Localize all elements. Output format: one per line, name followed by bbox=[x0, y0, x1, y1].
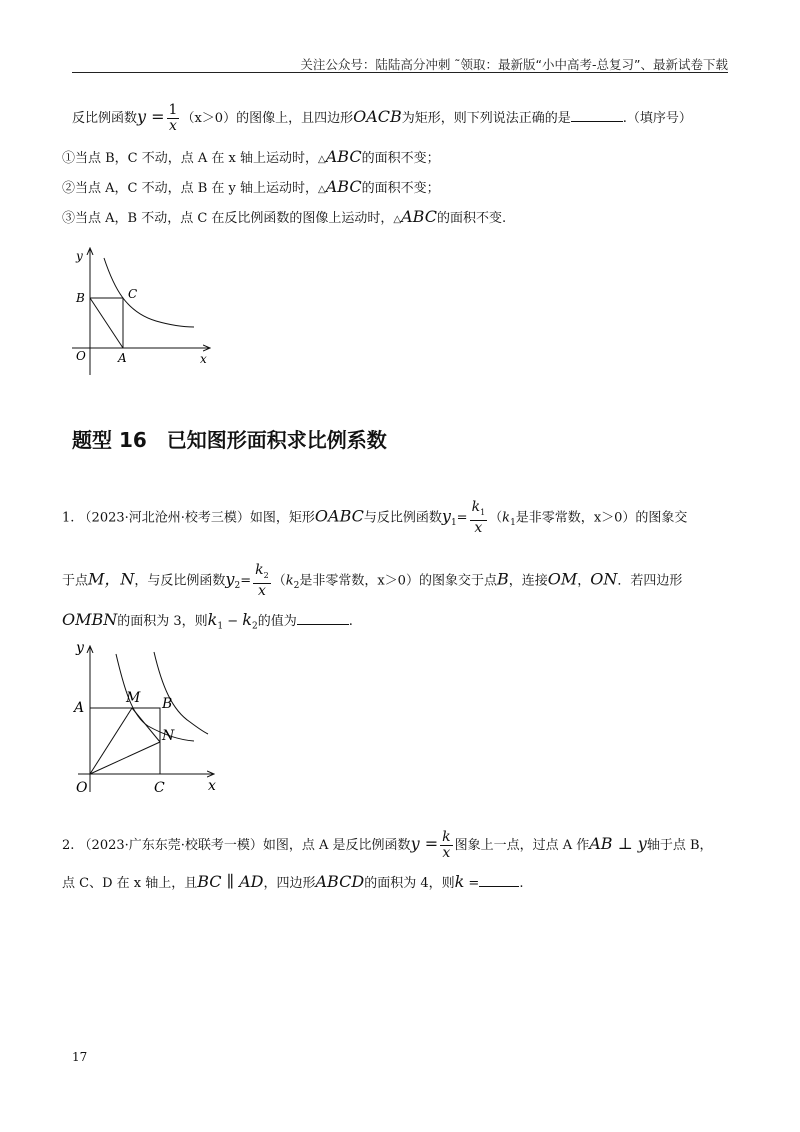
segment-mn bbox=[132, 708, 160, 742]
hyperbola-curve bbox=[104, 258, 194, 327]
prev-statement-1: ①当点 B，C 不动，点 A 在 x 轴上运动时，△ABC的面积不变； bbox=[62, 147, 440, 166]
q1-number: 1. bbox=[62, 510, 75, 526]
q1-line1: 1. （2023·河北沧州·校考三模）如图，矩形OABC与反比例函数$y_1=$ $\frac{k_1}{x}$ （$k_1$是非零常数，x＞0）的图象交 bbox=[62, 499, 688, 536]
label-b: B bbox=[76, 291, 85, 305]
prev-quad-name: OACB bbox=[353, 107, 402, 126]
segment-ba bbox=[90, 298, 123, 348]
label-o: O bbox=[76, 349, 86, 363]
q1-line3: OMBN的面积为 3，则$k_1 - k_2$的值为 . bbox=[62, 610, 353, 632]
prev-statement-3: ③当点 A，B 不动，点 C 在反比例函数的图像上运动时，△ABC的面积不变. bbox=[62, 207, 507, 226]
q2-fraction: $\frac{k}{x}$ bbox=[442, 829, 451, 861]
q2-line1: 2. （2023·广东东莞·校联考一模）如图，点 A 是反比例函数y = $\frac{k}{x}$ 图象上一点，过点 A 作AB ⊥ y轴于点 B， bbox=[62, 829, 713, 861]
prev-answer-blank[interactable] bbox=[571, 121, 623, 122]
q1-fraction-k1: $\frac{k_1}{x}$ bbox=[471, 499, 486, 536]
q2-source: （2023·广东东莞·校联考一模）如图，点 A 是反比例函数 bbox=[78, 838, 411, 853]
prev-intro-b: 为矩形，则下列说法正确的是 bbox=[401, 111, 571, 126]
prev-problem-figure bbox=[62, 240, 222, 380]
prev-condition: （x＞0）的图像上，且四边形 bbox=[181, 111, 354, 126]
hyperbola-k2 bbox=[154, 652, 208, 734]
label-x: x bbox=[200, 352, 207, 366]
label-c: C bbox=[128, 287, 138, 301]
label-m: M bbox=[126, 690, 141, 706]
q2-line2: 点 C、D 在 x 轴上，且BC ∥ AD，四边形ABCD的面积为 4，则k = . bbox=[62, 872, 524, 891]
prev-statement-2: ②当点 A，C 不动，点 B 在 y 轴上运动时，△ABC的面积不变； bbox=[62, 177, 440, 196]
prev-fill-hint: .（填序号） bbox=[622, 111, 692, 126]
q1-figure bbox=[62, 632, 232, 802]
label-n: N bbox=[162, 728, 175, 744]
label-a: A bbox=[118, 351, 127, 365]
prev-func-lhs: y = bbox=[137, 107, 165, 126]
label-b: B bbox=[162, 696, 173, 712]
q1-answer-blank[interactable] bbox=[297, 624, 349, 625]
q1-source: （2023·河北沧州·校考三模）如图，矩形 bbox=[78, 510, 315, 526]
label-a: A bbox=[74, 700, 85, 716]
q1-fraction-k2: $\frac{k_2}{x}$ bbox=[255, 562, 269, 599]
section-title: 题型 16 已知图形面积求比例系数 bbox=[72, 428, 387, 452]
label-y: y bbox=[76, 640, 84, 656]
q2-number: 2. bbox=[62, 838, 75, 853]
prev-intro-a: 反比例函数 bbox=[72, 111, 138, 126]
label-x: x bbox=[208, 778, 216, 794]
rectangle-oabc bbox=[90, 708, 160, 774]
q1-line2: 于点M，N，与反比例函数$y_2=$ $\frac{k_2}{x}$ （$k_2$是非零常数，x＞0）的图象交于点B，连接OM，ON．若四边形 bbox=[62, 562, 683, 599]
prev-func-fraction: $\frac{1}{x}$ bbox=[168, 102, 178, 134]
q1-rect-name: OABC bbox=[314, 506, 364, 526]
prev-problem-line1 bbox=[72, 103, 692, 134]
page-header: 关注公众号：陆陆高分冲刺 ˜领取：最新版“小中高考-总复习”、最新试卷下载 bbox=[300, 57, 728, 72]
label-y: y bbox=[76, 249, 83, 263]
page-number: 17 bbox=[72, 1050, 88, 1064]
label-c: C bbox=[154, 780, 165, 796]
label-o: O bbox=[76, 780, 88, 796]
q2-answer-blank[interactable] bbox=[479, 886, 519, 887]
header-divider bbox=[72, 72, 728, 73]
